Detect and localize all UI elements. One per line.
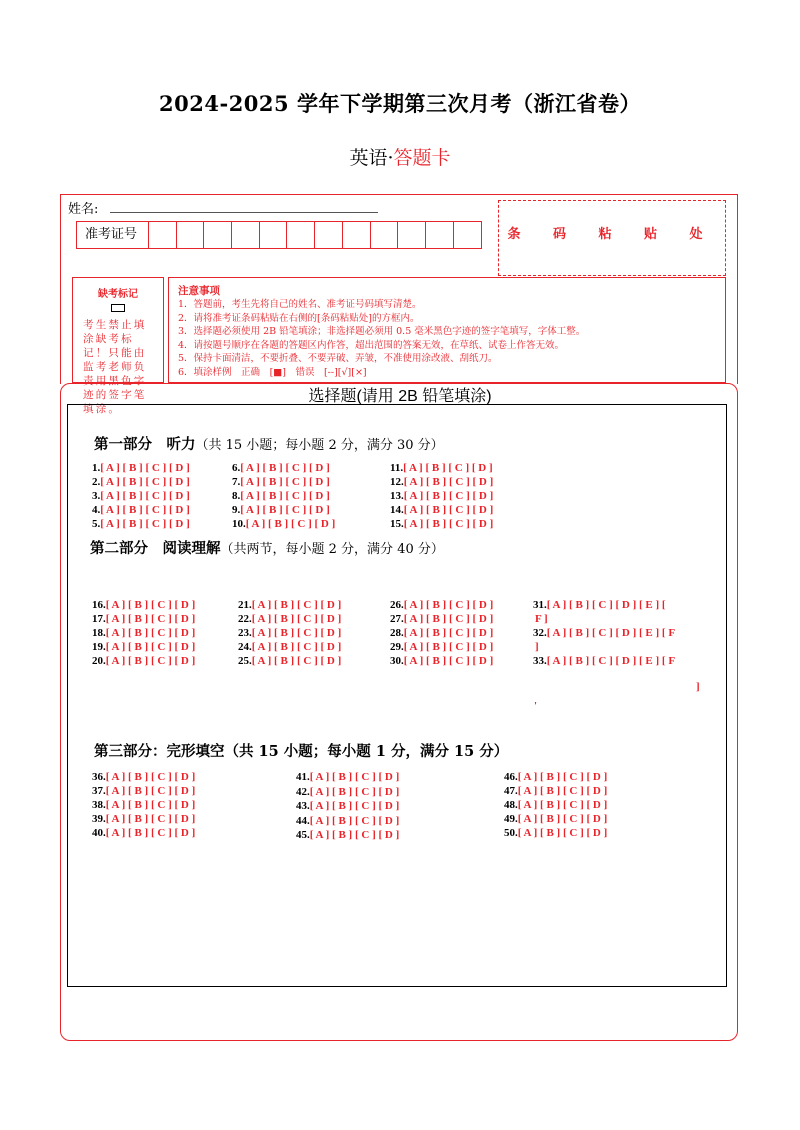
answer-row[interactable]: 22.[ A ] [ B ] [ C ] [ D ]: [238, 613, 342, 625]
exam-id-cell[interactable]: [287, 222, 315, 248]
exam-id-cell[interactable]: [315, 222, 343, 248]
correct-mark: [■]: [269, 366, 286, 378]
absent-mark-box: [72, 277, 164, 415]
answer-row[interactable]: 44.[ A ] [ B ] [ C ] [ D ]: [296, 814, 400, 827]
part1-note: （共 15 小题；每小题 2 分，满分 30 分）: [195, 438, 444, 453]
answer-row[interactable]: 46.[ A ] [ B ] [ C ] [ D ]: [504, 771, 608, 783]
answer-row[interactable]: 23.[ A ] [ B ] [ C ] [ D ]: [238, 627, 342, 639]
answer-row[interactable]: 8.[ A ] [ B ] [ C ] [ D ]: [232, 490, 330, 502]
notice-box: [168, 277, 726, 383]
exam-id-cell[interactable]: [149, 222, 177, 248]
wrong-marks: [--][√][×]: [323, 366, 367, 378]
answer-row[interactable]: 18.[ A ] [ B ] [ C ] [ D ]: [92, 627, 196, 639]
part1-title: [94, 433, 444, 454]
answer-column: [92, 461, 190, 531]
answer-column: [296, 770, 399, 843]
example-label: 6．填涂样例: [178, 366, 232, 378]
absent-title: 缺考标记: [98, 289, 138, 300]
answer-row[interactable]: 29.[ A ] [ B ] [ C ] [ D ]: [390, 641, 494, 653]
answer-row[interactable]: 25.[ A ] [ B ] [ C ] [ D ]: [238, 655, 342, 667]
answer-row[interactable]: 10.[ A ] [ B ] [ C ] [ D ]: [232, 518, 336, 530]
answer-row[interactable]: 48.[ A ] [ B ] [ C ] [ D ]: [504, 799, 608, 811]
answer-row[interactable]: 26.[ A ] [ B ] [ C ] [ D ]: [390, 599, 494, 611]
answer-row[interactable]: 15.[ A ] [ B ] [ C ] [ D ]: [390, 518, 494, 530]
correct-label: 正确: [241, 366, 261, 378]
part2-note: （共两节，每小题 2 分，满分 40 分）: [220, 542, 444, 557]
answer-row[interactable]: 13.[ A ] [ B ] [ C ] [ D ]: [390, 490, 494, 502]
answer-column: [533, 598, 675, 668]
part2-name: 第二部分 阅读理解: [90, 540, 221, 557]
choice-section-title: 选择题(请用 2B 铅笔填涂): [308, 388, 492, 405]
answer-row[interactable]: 16.[ A ] [ B ] [ C ] [ D ]: [92, 599, 196, 611]
notice-item: 1．答题前，考生先将自己的姓名、准考证号码填写清楚。: [178, 299, 422, 310]
absent-desc: 考生禁止填涂缺考标记！只能由监考老师负责用黑色字迹的签字笔填涂。: [83, 319, 147, 415]
exam-id-cell[interactable]: [371, 222, 399, 248]
exam-id-cell[interactable]: [398, 222, 426, 248]
notice-item: 3．选择题必须使用 2B 铅笔填涂；非选择题必须用 0.5 毫米黑色字迹的签字笔填写，字体工整。: [178, 326, 586, 338]
answer-row[interactable]: 38.[ A ] [ B ] [ C ] [ D ]: [92, 799, 196, 811]
answer-row[interactable]: 3.[ A ] [ B ] [ C ] [ D ]: [92, 490, 190, 502]
answer-row[interactable]: 39.[ A ] [ B ] [ C ] [ D ]: [92, 813, 196, 825]
answer-row[interactable]: 42.[ A ] [ B ] [ C ] [ D ]: [296, 785, 400, 798]
answer-row[interactable]: 11.[ A ] [ B ] [ C ] [ D ]: [390, 462, 493, 474]
exam-id-cell[interactable]: [426, 222, 454, 248]
exam-id-label: 准考证号: [77, 222, 149, 248]
notice-example: [178, 366, 716, 380]
exam-id-cell[interactable]: [177, 222, 205, 248]
answer-row[interactable]: 9.[ A ] [ B ] [ C ] [ D ]: [232, 504, 330, 516]
answer-row[interactable]: 43.[ A ] [ B ] [ C ] [ D ]: [296, 800, 400, 812]
answer-row[interactable]: 33.[ A ] [ B ] [ C ] [ D ] [ E ] [ F: [533, 655, 676, 667]
answer-row[interactable]: 45.[ A ] [ B ] [ C ] [ D ]: [296, 829, 400, 841]
answer-row-wrap: ]: [696, 681, 700, 693]
answer-row[interactable]: 12.[ A ] [ B ] [ C ] [ D ]: [390, 476, 494, 488]
answer-row[interactable]: 20.[ A ] [ B ] [ C ] [ D ]: [92, 655, 196, 667]
answer-row-wrap: ': [534, 700, 538, 712]
answer-row[interactable]: 4.[ A ] [ B ] [ C ] [ D ]: [92, 504, 190, 516]
answer-row[interactable]: 40.[ A ] [ B ] [ C ] [ D ]: [92, 827, 196, 839]
notice-title: 注意事项: [178, 285, 220, 297]
answer-row[interactable]: 17.[ A ] [ B ] [ C ] [ D ]: [92, 613, 196, 625]
answer-row[interactable]: 14.[ A ] [ B ] [ C ] [ D ]: [390, 504, 494, 516]
exam-id-cell[interactable]: [343, 222, 371, 248]
part3-title: 第三部分：完形填空（共 15 小题；每小题 1 分，满分 15 分）: [94, 743, 509, 760]
exam-id-grid: [76, 221, 482, 249]
answer-row[interactable]: 41.[ A ] [ B ] [ C ] [ D ]: [296, 771, 400, 783]
answer-row[interactable]: 19.[ A ] [ B ] [ C ] [ D ]: [92, 641, 196, 653]
subject-label: 英语·: [349, 147, 394, 169]
exam-id-cell[interactable]: [204, 222, 232, 248]
answer-row[interactable]: 47.[ A ] [ B ] [ C ] [ D ]: [504, 785, 608, 797]
name-field[interactable]: [110, 212, 378, 213]
name-label: 姓名:: [68, 202, 99, 217]
answer-row[interactable]: 32.[ A ] [ B ] [ C ] [ D ] [ E ] [ F: [533, 627, 676, 639]
notice-item: 4．请按题号顺序在各题的答题区内作答，超出范围的答案无效，在草纸、试卷上作答无效。: [178, 339, 565, 351]
answer-row[interactable]: 50.[ A ] [ B ] [ C ] [ D ]: [504, 827, 608, 839]
answer-row[interactable]: 21.[ A ] [ B ] [ C ] [ D ]: [238, 599, 342, 611]
exam-id-cell[interactable]: [260, 222, 288, 248]
answer-column: [92, 770, 195, 840]
subject-title: [0, 143, 800, 170]
answer-row[interactable]: 24.[ A ] [ B ] [ C ] [ D ]: [238, 641, 342, 653]
answer-row[interactable]: 28.[ A ] [ B ] [ C ] [ D ]: [390, 627, 494, 639]
answer-column: [390, 461, 493, 531]
answer-column: [504, 770, 607, 840]
answer-row[interactable]: 49.[ A ] [ B ] [ C ] [ D ]: [504, 813, 608, 825]
answer-row-wrap: F ]: [535, 613, 548, 625]
answer-row[interactable]: 36.[ A ] [ B ] [ C ] [ D ]: [92, 771, 196, 783]
answer-row[interactable]: 5.[ A ] [ B ] [ C ] [ D ]: [92, 518, 190, 530]
wrong-label: 错误: [295, 366, 315, 378]
exam-id-cell[interactable]: [454, 222, 482, 248]
exam-id-cell[interactable]: [232, 222, 260, 248]
answer-row[interactable]: 30.[ A ] [ B ] [ C ] [ D ]: [390, 655, 494, 667]
page-title: 2024-2025 学年下学期第三次月考（浙江省卷）: [159, 91, 641, 116]
answer-row[interactable]: 31.[ A ] [ B ] [ C ] [ D ] [ E ] [: [533, 599, 666, 611]
answer-column: [92, 598, 195, 668]
choice-area: [67, 404, 727, 987]
answer-column: [232, 461, 335, 531]
absent-checkbox[interactable]: [111, 304, 125, 312]
answer-row[interactable]: 37.[ A ] [ B ] [ C ] [ D ]: [92, 785, 196, 797]
notice-item: 5．保持卡面清洁，不要折叠、不要弄破、弄皱，不准使用涂改液、刮纸刀。: [178, 353, 498, 365]
answer-row-wrap: ]: [535, 641, 539, 653]
answer-row[interactable]: 2.[ A ] [ B ] [ C ] [ D ]: [92, 476, 190, 488]
answer-row[interactable]: 27.[ A ] [ B ] [ C ] [ D ]: [390, 613, 494, 625]
barcode-label: 条 码 粘 贴 处: [507, 227, 717, 242]
answer-row[interactable]: 7.[ A ] [ B ] [ C ] [ D ]: [232, 476, 330, 488]
answer-row[interactable]: 6.[ A ] [ B ] [ C ] [ D ]: [232, 462, 330, 474]
card-label: 答题卡: [393, 147, 451, 169]
answer-column: [390, 598, 493, 668]
part2-title: [90, 537, 444, 558]
answer-column: [238, 598, 341, 668]
part1-name: 第一部分 听力: [94, 436, 196, 453]
barcode-area: [498, 200, 726, 276]
answer-row[interactable]: 1.[ A ] [ B ] [ C ] [ D ]: [92, 462, 190, 474]
notice-item: 2．请将准考证条码粘贴在右侧的[条码粘贴处]的方框内。: [178, 312, 420, 324]
